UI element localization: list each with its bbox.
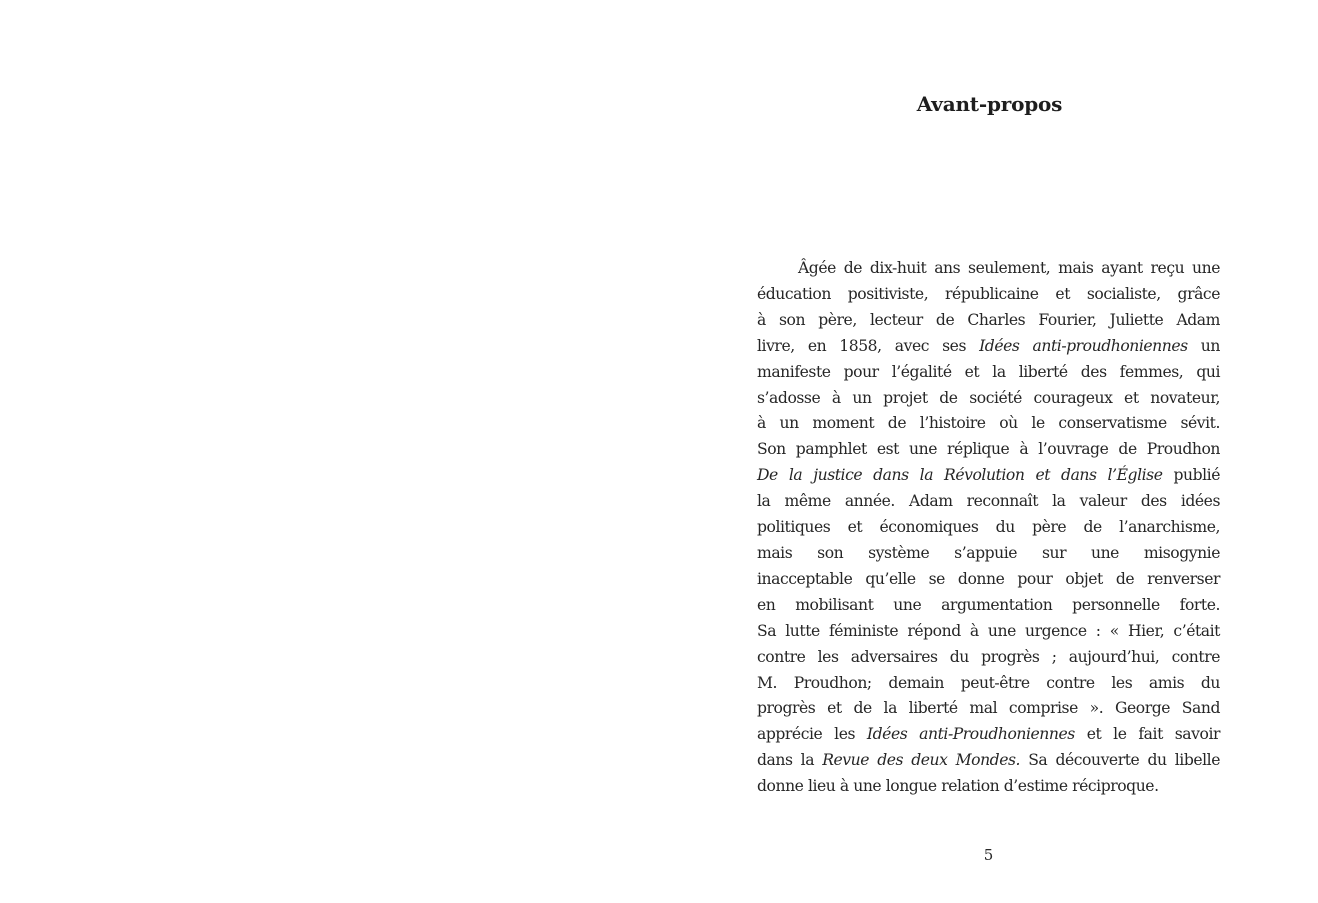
line-text: apprécie les <box>757 725 867 744</box>
line-text: à un moment de l’histoire où le conservatisme sévit. <box>757 414 1220 433</box>
line-text: s’adosse à un projet de société courageux et novateur, <box>757 388 1220 407</box>
line-text: dans la <box>757 751 823 770</box>
text-line <box>757 334 1220 360</box>
text-line <box>757 256 1220 282</box>
line-text: M. Proudhon; demain peut-être contre les amis du <box>757 673 1220 692</box>
line-text: progrès et de la liberté mal comprise ». George Sand <box>757 699 1220 718</box>
text-line <box>757 645 1220 671</box>
line-text: à son père, lecteur de Charles Fourier, Juliette Adam <box>757 310 1220 329</box>
chapter-title: Avant-propos <box>916 92 1063 116</box>
line-text: donne lieu à une longue relation d’estime réciproque. <box>757 777 1159 796</box>
line-text: Âgée de dix-huit ans seulement, mais ayant reçu une <box>798 259 1220 277</box>
line-text: mais son système s’appuie sur une misogynie <box>757 543 1220 562</box>
text-line <box>757 463 1220 489</box>
line-text: un <box>1187 336 1220 355</box>
line-text: en mobilisant une argumentation personnelle forte. <box>757 595 1220 614</box>
line-text: la même année. Adam reconnaît la valeur des idées <box>757 492 1220 511</box>
text-line <box>757 774 1220 800</box>
italic-title-text: Idées anti-proudhoniennes <box>979 336 1188 355</box>
body-paragraph <box>757 256 1220 800</box>
line-text: Sa découverte du libelle <box>1020 751 1220 770</box>
line-text: manifeste pour l’égalité et la liberté des femmes, qui <box>757 362 1220 381</box>
text-line <box>757 619 1220 645</box>
text-line <box>757 541 1220 567</box>
text-line <box>757 515 1220 541</box>
text-line <box>757 671 1220 697</box>
line-text: inacceptable qu’elle se donne pour objet de renverser <box>757 569 1220 588</box>
line-text: politiques et économiques du père de l’anarchisme, <box>757 518 1220 537</box>
text-line <box>757 489 1220 515</box>
line-text: publié <box>1162 466 1220 485</box>
page-number: 5 <box>983 846 994 864</box>
right-page <box>659 0 1318 903</box>
line-text: et le fait savoir <box>1074 725 1220 744</box>
text-line <box>757 282 1220 308</box>
line-text: Sa lutte féministe répond à une urgence : « Hier, c’était <box>757 621 1220 640</box>
text-line <box>757 593 1220 619</box>
text-line <box>757 567 1220 593</box>
italic-title-text: Revue des deux Mondes. <box>822 751 1021 770</box>
line-text: contre les adversaires du progrès ; aujourd’hui, contre <box>757 647 1220 666</box>
text-line <box>757 386 1220 412</box>
text-line <box>757 411 1220 437</box>
text-line <box>757 748 1220 774</box>
line-text: éducation positiviste, républicaine et socialiste, grâce <box>757 284 1220 303</box>
italic-title-text: De la justice dans la Révolution et dans l’Église <box>757 466 1163 485</box>
italic-title-text: Idées anti-Proudhoniennes <box>866 725 1075 744</box>
text-line <box>757 308 1220 334</box>
text-line <box>757 437 1220 463</box>
line-text: Son pamphlet est une réplique à l’ouvrage de Proudhon <box>757 440 1220 459</box>
text-line <box>757 696 1220 722</box>
line-text: livre, en 1858, avec ses <box>757 336 980 355</box>
text-line <box>757 722 1220 748</box>
text-line <box>757 360 1220 386</box>
